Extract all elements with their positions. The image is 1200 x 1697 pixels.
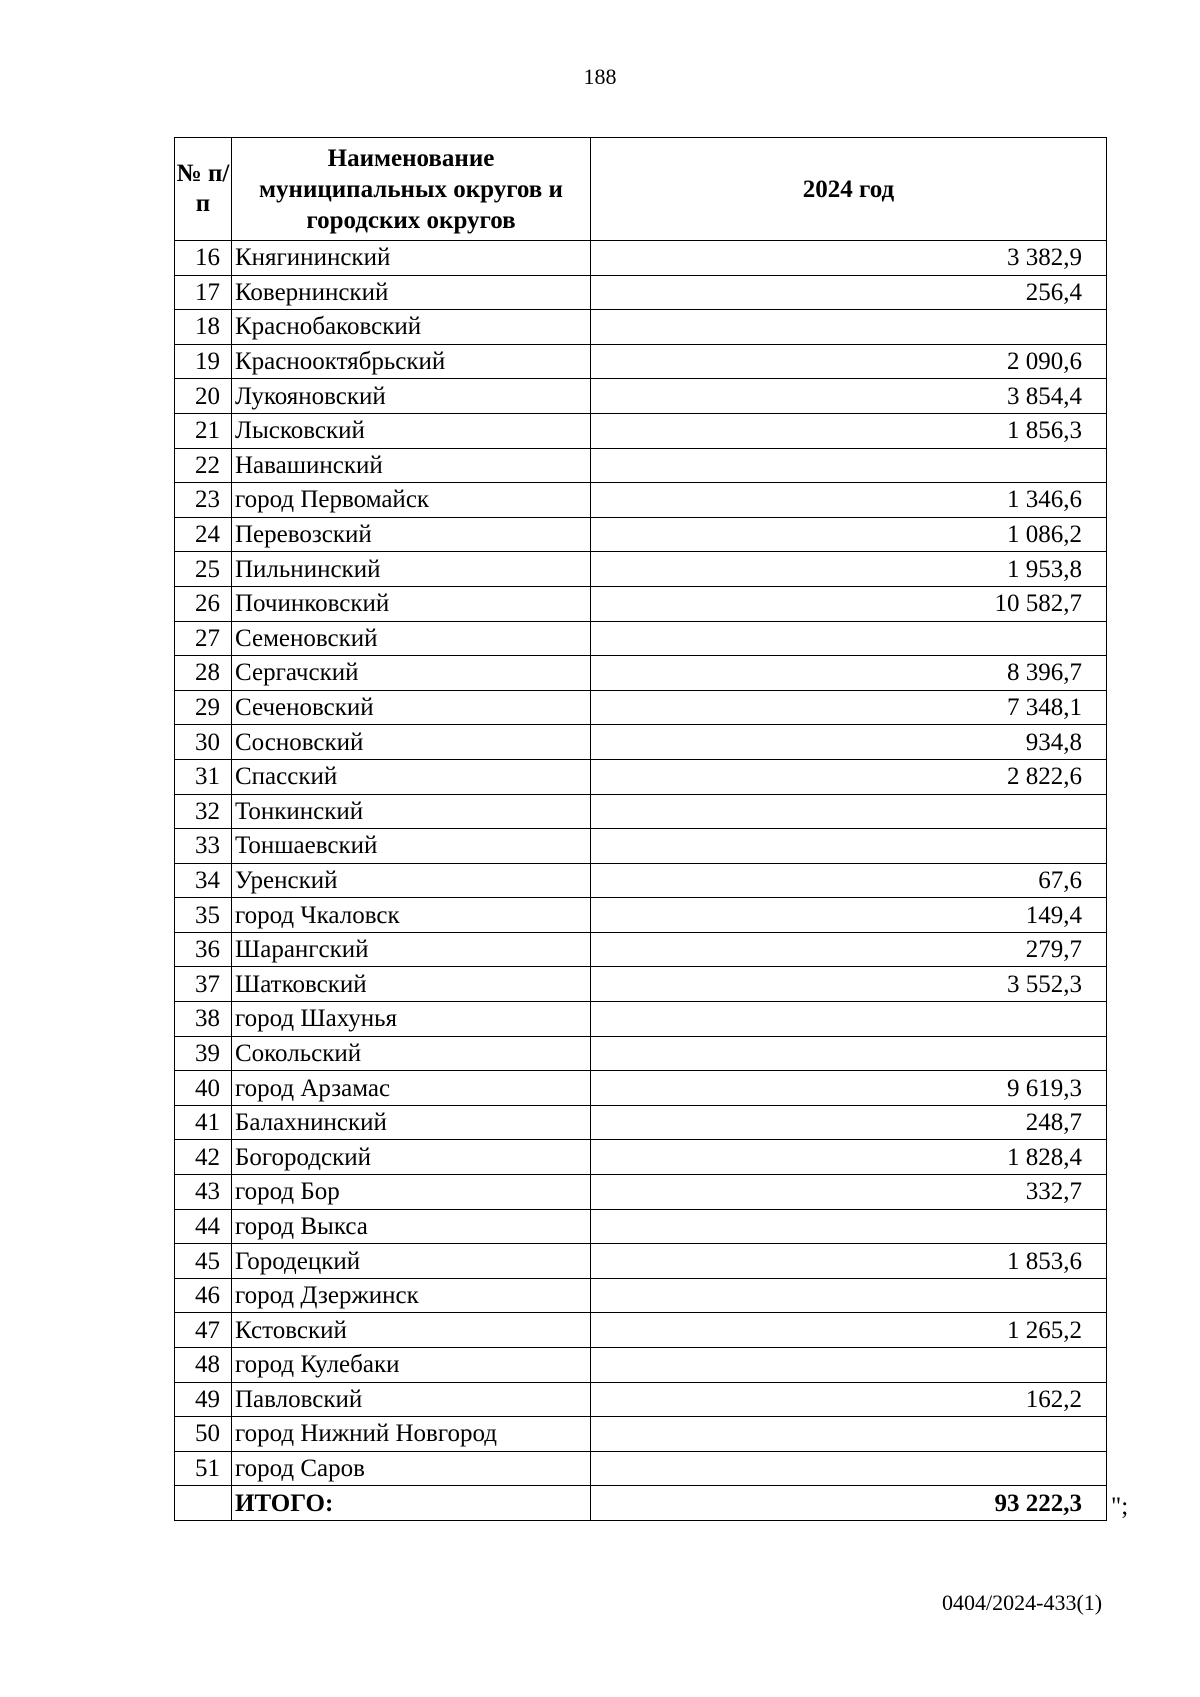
table-row: [175, 1244, 1107, 1279]
row-number: 30: [175, 725, 232, 760]
table-row: [175, 656, 1107, 691]
row-number: 42: [175, 1140, 232, 1175]
row-number: 21: [175, 413, 232, 448]
row-value-2024: [591, 310, 1107, 345]
row-municipality-name: Княгининский: [232, 241, 591, 276]
row-number: 40: [175, 1071, 232, 1106]
row-municipality-name: Перевозский: [232, 517, 591, 552]
row-number: 33: [175, 829, 232, 864]
table-row: [175, 690, 1107, 725]
row-municipality-name: Городецкий: [232, 1244, 591, 1279]
row-municipality-name: Тонкинский: [232, 794, 591, 829]
row-number: 48: [175, 1348, 232, 1383]
row-number: 34: [175, 863, 232, 898]
row-value-2024: 256,4: [591, 275, 1107, 310]
row-municipality-name: Сосновский: [232, 725, 591, 760]
row-value-2024: 1 953,8: [591, 552, 1107, 587]
header-municipality-name: Наименование муниципальных округов и городских округов: [232, 138, 591, 241]
table-row: [175, 586, 1107, 621]
row-number: 19: [175, 344, 232, 379]
row-value-2024: 3 552,3: [591, 967, 1107, 1002]
total-number-cell: [175, 1486, 232, 1521]
row-value-2024: 1 856,3: [591, 413, 1107, 448]
row-municipality-name: город Бор: [232, 1175, 591, 1210]
row-value-2024: [591, 1348, 1107, 1383]
row-municipality-name: Павловский: [232, 1382, 591, 1417]
row-municipality-name: город Шахунья: [232, 1002, 591, 1037]
table-row: [175, 1313, 1107, 1348]
table-row: [175, 1002, 1107, 1037]
row-municipality-name: Лукояновский: [232, 379, 591, 414]
row-value-2024: 8 396,7: [591, 656, 1107, 691]
table-row: [175, 413, 1107, 448]
table-row: [175, 1278, 1107, 1313]
document-code: 0404/2024-433(1): [942, 1590, 1103, 1615]
table-row: [175, 1175, 1107, 1210]
row-municipality-name: Ковернинский: [232, 275, 591, 310]
table-row: [175, 621, 1107, 656]
row-value-2024: [591, 1209, 1107, 1244]
row-municipality-name: город Саров: [232, 1451, 591, 1486]
row-value-2024: 332,7: [591, 1175, 1107, 1210]
row-number: 39: [175, 1036, 232, 1071]
row-value-2024: 279,7: [591, 932, 1107, 967]
row-value-2024: [591, 794, 1107, 829]
row-municipality-name: Починковский: [232, 586, 591, 621]
row-municipality-name: город Нижний Новгород: [232, 1417, 591, 1452]
total-value: 93 222,3: [591, 1486, 1107, 1521]
row-municipality-name: город Кулебаки: [232, 1348, 591, 1383]
table-row: [175, 310, 1107, 345]
table-row: [175, 1382, 1107, 1417]
row-municipality-name: город Дзержинск: [232, 1278, 591, 1313]
row-value-2024: 934,8: [591, 725, 1107, 760]
row-number: 18: [175, 310, 232, 345]
row-municipality-name: Навашинский: [232, 448, 591, 483]
row-value-2024: 1 828,4: [591, 1140, 1107, 1175]
table-row: [175, 863, 1107, 898]
row-value-2024: 1 265,2: [591, 1313, 1107, 1348]
row-municipality-name: Шарангский: [232, 932, 591, 967]
row-number: 28: [175, 656, 232, 691]
row-number: 20: [175, 379, 232, 414]
row-number: 31: [175, 759, 232, 794]
table-row: [175, 1451, 1107, 1486]
table-row: [175, 1417, 1107, 1452]
row-municipality-name: Краснооктябрьский: [232, 344, 591, 379]
row-number: 50: [175, 1417, 232, 1452]
table-row: [175, 898, 1107, 933]
row-value-2024: [591, 621, 1107, 656]
table-row: [175, 1036, 1107, 1071]
row-number: 43: [175, 1175, 232, 1210]
row-value-2024: [591, 448, 1107, 483]
total-row: [175, 1486, 1107, 1521]
row-number: 24: [175, 517, 232, 552]
row-municipality-name: Краснобаковский: [232, 310, 591, 345]
row-municipality-name: Тоншаевский: [232, 829, 591, 864]
total-label: ИТОГО:: [232, 1486, 591, 1521]
row-municipality-name: Кстовский: [232, 1313, 591, 1348]
row-number: 44: [175, 1209, 232, 1244]
row-value-2024: [591, 1278, 1107, 1313]
row-municipality-name: Балахнинский: [232, 1105, 591, 1140]
table-row: [175, 241, 1107, 276]
table-row: [175, 967, 1107, 1002]
row-number: 38: [175, 1002, 232, 1037]
row-number: 47: [175, 1313, 232, 1348]
row-value-2024: 2 090,6: [591, 344, 1107, 379]
row-value-2024: 162,2: [591, 1382, 1107, 1417]
row-number: 36: [175, 932, 232, 967]
row-value-2024: 10 582,7: [591, 586, 1107, 621]
row-value-2024: 248,7: [591, 1105, 1107, 1140]
row-municipality-name: Сеченовский: [232, 690, 591, 725]
table-row: [175, 1140, 1107, 1175]
row-value-2024: [591, 1451, 1107, 1486]
row-number: 51: [175, 1451, 232, 1486]
table-header-row: [175, 138, 1107, 241]
table-row: [175, 1071, 1107, 1106]
row-value-2024: 3 382,9: [591, 241, 1107, 276]
table-row: [175, 1209, 1107, 1244]
row-number: 26: [175, 586, 232, 621]
row-municipality-name: Спасский: [232, 759, 591, 794]
row-value-2024: 2 822,6: [591, 759, 1107, 794]
row-value-2024: 1 086,2: [591, 517, 1107, 552]
row-municipality-name: город Чкаловск: [232, 898, 591, 933]
header-number: № п/п: [175, 138, 232, 241]
row-value-2024: [591, 829, 1107, 864]
table-row: [175, 517, 1107, 552]
row-municipality-name: город Арзамас: [232, 1071, 591, 1106]
row-number: 17: [175, 275, 232, 310]
row-municipality-name: Семеновский: [232, 621, 591, 656]
table-row: [175, 759, 1107, 794]
header-year-2024: 2024 год: [591, 138, 1107, 241]
row-value-2024: [591, 1036, 1107, 1071]
table-row: [175, 1348, 1107, 1383]
row-number: 32: [175, 794, 232, 829]
table-row: [175, 1105, 1107, 1140]
row-value-2024: 1 853,6: [591, 1244, 1107, 1279]
row-number: 27: [175, 621, 232, 656]
table-row: [175, 552, 1107, 587]
row-municipality-name: Лысковский: [232, 413, 591, 448]
table-row: [175, 344, 1107, 379]
row-municipality-name: Шатковский: [232, 967, 591, 1002]
table-row: [175, 725, 1107, 760]
table-row: [175, 932, 1107, 967]
closing-quote-mark: ";: [1111, 1493, 1129, 1520]
row-number: 37: [175, 967, 232, 1002]
allocation-table: [174, 137, 1107, 1521]
row-number: 41: [175, 1105, 232, 1140]
table-row: [175, 794, 1107, 829]
row-municipality-name: город Первомайск: [232, 483, 591, 518]
table-row: [175, 275, 1107, 310]
row-value-2024: [591, 1002, 1107, 1037]
row-number: 35: [175, 898, 232, 933]
row-value-2024: 149,4: [591, 898, 1107, 933]
row-number: 49: [175, 1382, 232, 1417]
row-number: 45: [175, 1244, 232, 1279]
table-row: [175, 829, 1107, 864]
row-number: 22: [175, 448, 232, 483]
row-municipality-name: город Выкса: [232, 1209, 591, 1244]
table-row: [175, 483, 1107, 518]
row-municipality-name: Пильнинский: [232, 552, 591, 587]
page-number: 188: [583, 64, 617, 89]
row-value-2024: 3 854,4: [591, 379, 1107, 414]
row-number: 29: [175, 690, 232, 725]
table-body: [175, 241, 1107, 1486]
row-number: 23: [175, 483, 232, 518]
row-municipality-name: Сергачский: [232, 656, 591, 691]
row-municipality-name: Сокольский: [232, 1036, 591, 1071]
row-municipality-name: Богородский: [232, 1140, 591, 1175]
row-value-2024: 7 348,1: [591, 690, 1107, 725]
row-value-2024: [591, 1417, 1107, 1452]
table-row: [175, 379, 1107, 414]
table-row: [175, 448, 1107, 483]
row-value-2024: 9 619,3: [591, 1071, 1107, 1106]
row-value-2024: 1 346,6: [591, 483, 1107, 518]
row-municipality-name: Уренский: [232, 863, 591, 898]
row-value-2024: 67,6: [591, 863, 1107, 898]
row-number: 16: [175, 241, 232, 276]
row-number: 25: [175, 552, 232, 587]
row-number: 46: [175, 1278, 232, 1313]
